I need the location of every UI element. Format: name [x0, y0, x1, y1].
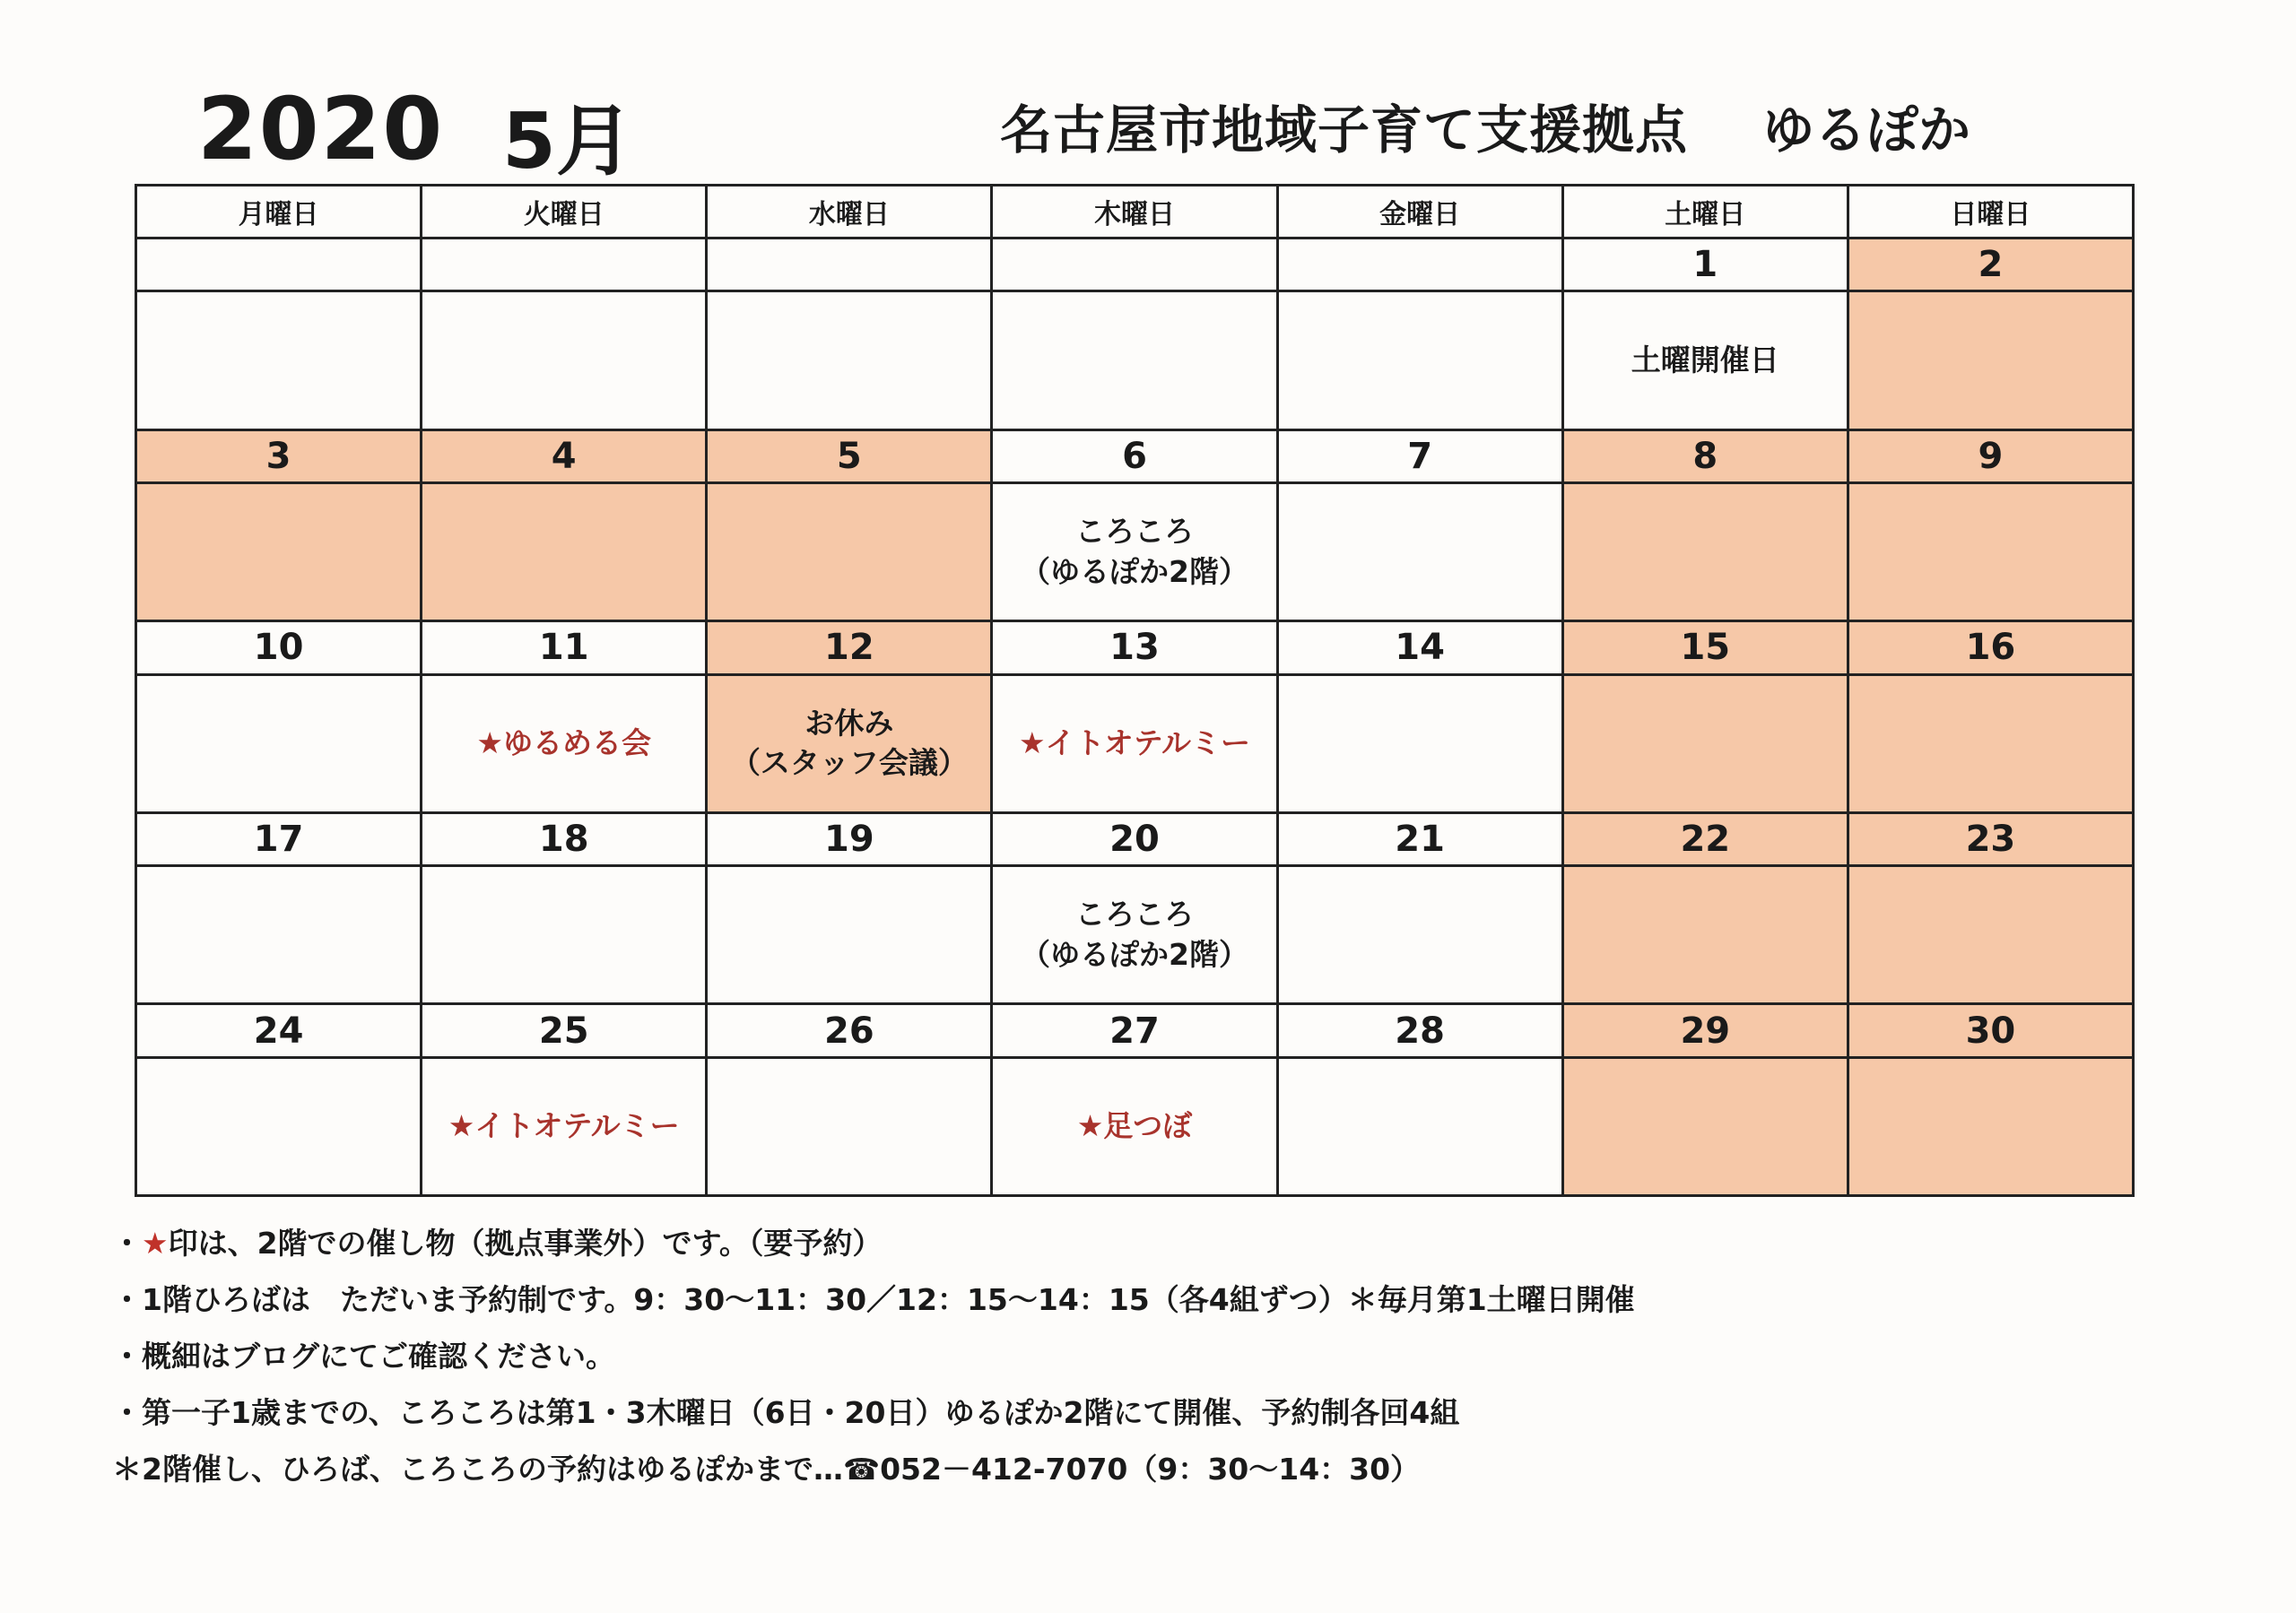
day-content [992, 674, 1277, 812]
week-4-number-row [136, 812, 2134, 865]
week-3-number-row [136, 621, 2134, 674]
day-number: 25 [422, 1004, 707, 1057]
weekday-header-row [136, 186, 2134, 238]
day-number: 27 [992, 1004, 1277, 1057]
day-content [1277, 291, 1562, 429]
note-2: ・1階ひろばは ただいま予約制です。9：30～11：30／12：15～14：15（各4組ずつ）＊毎月第1土曜日開催 [112, 1282, 1635, 1317]
day-content [1848, 291, 2133, 429]
day-number: 26 [707, 1004, 992, 1057]
day-content [1277, 483, 1562, 621]
week-2-number-row [136, 429, 2134, 482]
day-content [136, 291, 422, 429]
day-number: 19 [707, 812, 992, 865]
day-number: 13 [992, 621, 1277, 674]
day-content [992, 866, 1277, 1004]
weekday-tue: 火曜日 [422, 186, 707, 238]
weekday-sun: 日曜日 [1848, 186, 2133, 238]
day-number: 14 [1277, 621, 1562, 674]
weekday-mon: 月曜日 [136, 186, 422, 238]
event-text: ★イトオテルミー [1019, 724, 1250, 760]
event-text: 土曜開催日 [1631, 342, 1779, 377]
day-number [707, 238, 992, 291]
day-content [136, 483, 422, 621]
day-number: 12 [707, 621, 992, 674]
event-text: （スタッフ会議） [730, 745, 968, 781]
day-content [1277, 674, 1562, 812]
day-content [992, 291, 1277, 429]
day-content [1562, 291, 1848, 429]
day-number: 11 [422, 621, 707, 674]
day-number: 17 [136, 812, 422, 865]
week-2-content-row [136, 483, 2134, 621]
event-text: （ゆるぽか2階） [1021, 553, 1248, 589]
day-content [1562, 674, 1848, 812]
day-number: 29 [1562, 1004, 1848, 1057]
day-content [422, 866, 707, 1004]
day-content [1848, 674, 2133, 812]
day-number: 15 [1562, 621, 1848, 674]
day-content [707, 1057, 992, 1195]
day-content [1277, 866, 1562, 1004]
week-5-number-row [136, 1004, 2134, 1057]
weekday-sat: 土曜日 [1562, 186, 1848, 238]
day-number [136, 238, 422, 291]
week-1-number-row [136, 238, 2134, 291]
calendar-table [135, 184, 2135, 1197]
note-1-star: ★ [142, 1226, 169, 1261]
day-number: 4 [422, 429, 707, 482]
day-number: 8 [1562, 429, 1848, 482]
note-4: ・第一子1歳までの、ころころは第1・3木曜日（6日・20日）ゆるぽか2階にて開催、予約制各回4組 [112, 1395, 1460, 1430]
day-number [1277, 238, 1562, 291]
day-number: 18 [422, 812, 707, 865]
event-text: お休み [804, 705, 894, 741]
day-content [422, 674, 707, 812]
day-number: 10 [136, 621, 422, 674]
facility-name: ゆるぽか [1762, 100, 1971, 160]
event-text: （ゆるぽか2階） [1021, 936, 1248, 972]
day-content [992, 1057, 1277, 1195]
day-number: 30 [1848, 1004, 2133, 1057]
note-3: ・概細はブログにてご確認ください。 [112, 1339, 615, 1374]
day-content [1848, 483, 2133, 621]
day-content [136, 674, 422, 812]
day-content [707, 674, 992, 812]
week-5-content-row [136, 1057, 2134, 1195]
day-number: 28 [1277, 1004, 1562, 1057]
day-number: 21 [1277, 812, 1562, 865]
day-number: 20 [992, 812, 1277, 865]
day-content [422, 1057, 707, 1195]
note-5: ＊2階催し、ひろば、ころころの予約はゆるぽかまで…☎052－412‐7070（9：30～14：30） [112, 1452, 1421, 1487]
notes [112, 1215, 1635, 1497]
day-content [136, 1057, 422, 1195]
day-content [1848, 866, 2133, 1004]
week-1-content-row [136, 291, 2134, 429]
week-3-content-row [136, 674, 2134, 812]
day-number: 3 [136, 429, 422, 482]
weekday-thu: 木曜日 [992, 186, 1277, 238]
calendar-body [136, 238, 2134, 1196]
day-content [707, 866, 992, 1004]
day-number: 22 [1562, 812, 1848, 865]
note-1-prefix: ・ [112, 1226, 142, 1261]
day-content [1562, 483, 1848, 621]
day-number: 16 [1848, 621, 2133, 674]
day-content [992, 483, 1277, 621]
note-1-text: 印は、2階での催し物（拠点事業外）です。（要予約） [168, 1226, 883, 1261]
day-content [422, 291, 707, 429]
day-number: 5 [707, 429, 992, 482]
day-content [1562, 866, 1848, 1004]
day-content [707, 483, 992, 621]
day-number: 7 [1277, 429, 1562, 482]
organization-name: 名古屋市地域子育て支援拠点 [1000, 100, 1689, 160]
day-content [422, 483, 707, 621]
event-text: ★ゆるめる会 [476, 724, 651, 760]
day-number: 6 [992, 429, 1277, 482]
day-content [136, 866, 422, 1004]
note-1 [112, 1215, 1635, 1271]
day-content [707, 291, 992, 429]
day-number: 9 [1848, 429, 2133, 482]
weekday-wed: 水曜日 [707, 186, 992, 238]
day-number: 23 [1848, 812, 2133, 865]
event-text: ★イトオテルミー [448, 1108, 680, 1144]
day-content [1562, 1057, 1848, 1195]
event-text: ころころ [1074, 897, 1194, 932]
calendar-month: 5月 [502, 97, 633, 186]
day-number [422, 238, 707, 291]
day-content [1277, 1057, 1562, 1195]
event-text: ころころ [1074, 514, 1194, 550]
day-content [1848, 1057, 2133, 1195]
day-number: 2 [1848, 238, 2133, 291]
calendar-year: 2020 [197, 79, 445, 179]
day-number: 1 [1562, 238, 1848, 291]
day-number: 24 [136, 1004, 422, 1057]
weekday-fri: 金曜日 [1277, 186, 1562, 238]
day-number [992, 238, 1277, 291]
week-4-content-row [136, 866, 2134, 1004]
event-text: ★足つぼ [1076, 1108, 1193, 1144]
